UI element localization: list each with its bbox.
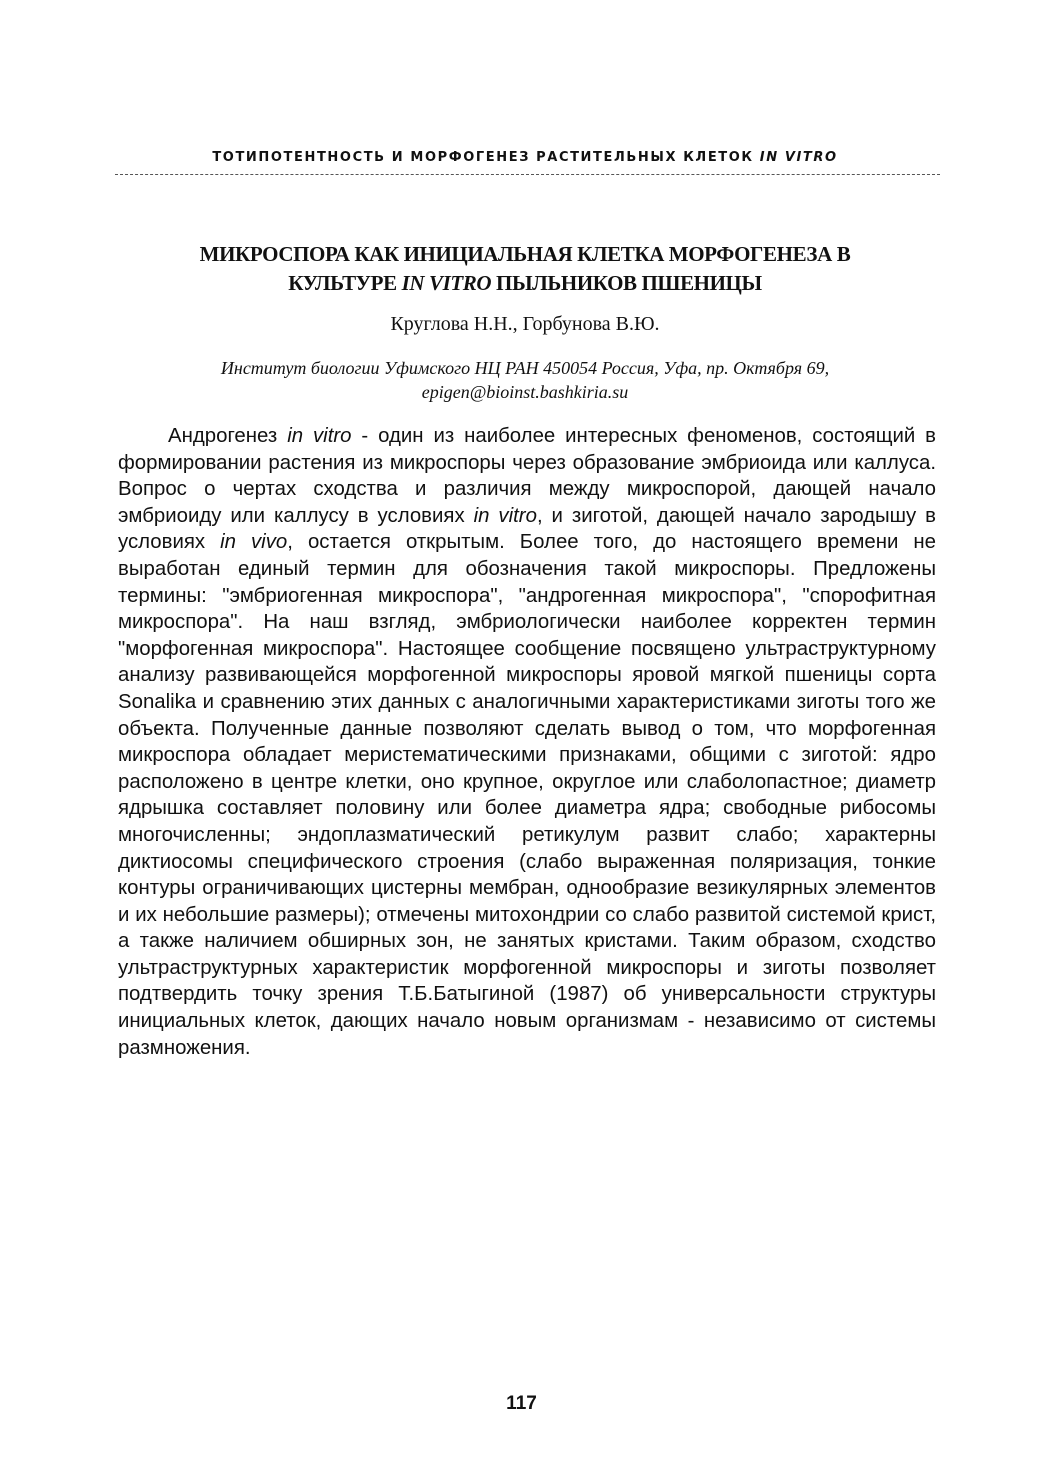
abstract-text-1: Андрогенез: [168, 425, 278, 447]
abstract-text-3: , и зиготой, дающей начало зародышу в условиях: [118, 504, 937, 554]
running-head-text: ТОТИПОТЕНТНОСТЬ И МОРФОГЕНЕЗ РАСТИТЕЛЬНЫХ КЛЕТОК: [212, 150, 754, 165]
article-title: [110, 240, 940, 298]
authors: Круглова Н.Н., Горбунова В.Ю.: [390, 313, 660, 335]
abstract-text-4: , остается открытым. Более того, до настоящего времени не выработан единый термин для обозначения такой микроспоры. Предложены термины: "эмбриогенная микроспора", "андрогенная микроспора", "спорофитная микроспора". На наш взгляд, эмбриологически наиболее корректен термин "морфогенная микроспора". Настоящее сообщение посвящено ультраструктурному анализу развивающейся морфогенной микроспоры яровой мягкой пшеницы сорта Sonalika и сравнению этих данных с аналогичными характеристиками зиготы того же объекта. Полученные данные позволяют сделать вывод о том, что морфогенная микроспора обладает меристематическими признаками, общими с зиготой: ядро расположено в центре клетки, оно крупное, округлое или слаболопастное; диаметр ядрышка составляет половину или более диаметра ядра; свободные рибосомы многочисленны; эндоплазматический ретикулум развит слабо; характерны диктиосомы специфического строения (слабо выраженная поляризация, тонкие контуры ограничивающих цистерны мембран, однообразие везикулярных элементов и их небольшие размеры); отмечены митохондрии со слабо развитой системой крист, а также наличием обширных зон, не занятых кристами. Таким образом, сходство ультраструктурных характеристик морфогенной микроспоры и зиготы позволяет подтвердить точку зрения Т.Б.Батыгиной (1987) об универсальности структуры инициальных клеток, дающих начало новым организмам - независимо от системы размножения.: [118, 531, 937, 1059]
affiliation: [110, 356, 940, 404]
abstract-italic-1: in vitro: [287, 425, 352, 447]
title-line-2: [110, 269, 940, 298]
affiliation-email: epigen@bioinst.bashkiria.su: [421, 382, 629, 402]
running-head: [110, 150, 940, 165]
title-line-2-italic: IN VITRO: [401, 271, 492, 295]
abstract-paragraph: [118, 423, 936, 1061]
running-head-italic: IN VITRO: [759, 150, 838, 165]
abstract-text-2: - один из наиболее интересных феноменов, состоящий в формировании растения из микроспоры через образование эмбриоида или каллуса. Вопрос о чертах сходства и различия между микроспорой, дающей начало эмбриоиду или каллусу в условиях: [118, 425, 937, 527]
abstract-italic-3: in vivo: [220, 531, 288, 554]
title-line-2-prefix: КУЛЬТУРЕ: [288, 271, 397, 295]
affiliation-address: Институт биологии Уфимского НЦ РАН 450054 Россия, Уфа, пр. Октября 69,: [220, 358, 830, 378]
abstract-italic-2: in vitro: [473, 504, 537, 527]
header-divider: [115, 174, 940, 175]
title-line-1: МИКРОСПОРА КАК ИНИЦИАЛЬНАЯ КЛЕТКА МОРФОГЕНЕЗА В: [199, 242, 851, 266]
title-line-2-suffix: ПЫЛЬНИКОВ ПШЕНИЦЫ: [496, 271, 762, 295]
page-number: 117: [506, 1393, 537, 1414]
